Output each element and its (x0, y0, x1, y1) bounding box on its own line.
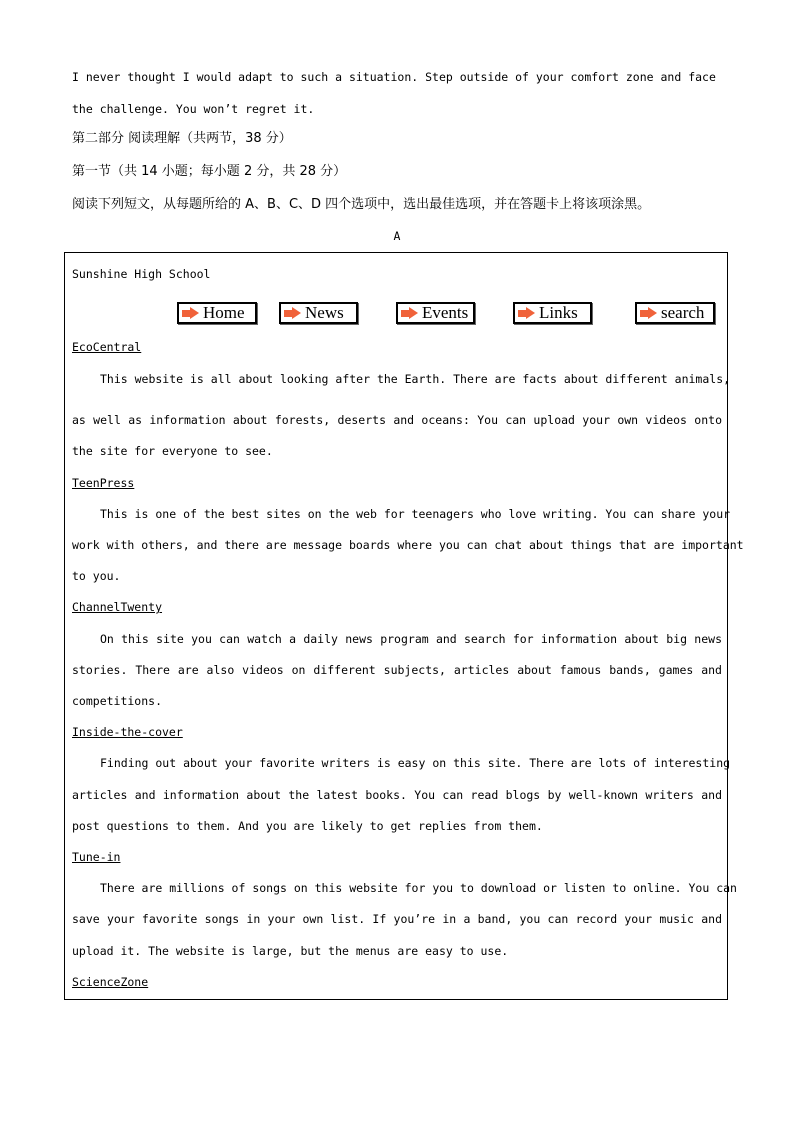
nav-links-label: Links (539, 303, 578, 322)
site-name-teenpress[interactable]: TeenPress (72, 476, 135, 490)
website-frame (64, 252, 744, 1000)
passage-label: A (393, 229, 401, 243)
desc-line: competitions. (72, 694, 163, 708)
desc-line: stories. There are also videos on different subjects, articles about famous bands, games and (72, 663, 722, 677)
nav-home-button[interactable] (177, 302, 257, 324)
subsection-header: 第一节（共 14 小题；每小题 2 分，共 28 分） (72, 164, 347, 179)
site-name-inside-the-cover[interactable]: Inside-the-cover (72, 725, 183, 739)
intro-line-1: I never thought I would adapt to such a situation. Step outside of your comfort zone and face (72, 70, 716, 84)
desc-line: save your favorite songs in your own list. If you’re in a band, you can record your music and (72, 912, 722, 926)
arrow-right-icon (182, 307, 199, 320)
desc-line: upload it. The website is large, but the menus are easy to use. (72, 944, 509, 958)
nav-events-button[interactable] (396, 302, 475, 324)
desc-line: Finding out about your favorite writers is easy on this site. There are lots of interesting (100, 756, 731, 770)
nav-events-label: Events (422, 303, 469, 322)
instructions: 阅读下列短文，从每题所给的 A、B、C、D 四个选项中，选出最佳选项，并在答题卡上将该项涂黑。 (72, 197, 651, 212)
desc-line: to you. (72, 569, 121, 583)
desc-line: On this site you can watch a daily news program and search for information about big news (100, 632, 722, 646)
section-header: 第二部分 阅读理解（共两节，38 分） (72, 131, 292, 146)
site-desc-channeltwenty (72, 632, 722, 708)
desc-line: work with others, and there are message boards where you can chat about things that are important (72, 538, 744, 552)
site-name-sciencezone[interactable]: ScienceZone (72, 975, 149, 989)
desc-line: This is one of the best sites on the web for teenagers who love writing. You can share your (100, 507, 731, 521)
desc-line: articles and information about the latest books. You can read blogs by well-known writers and (72, 788, 722, 802)
arrow-right-icon (284, 307, 301, 320)
desc-line: post questions to them. And you are likely to get replies from them. (72, 819, 543, 833)
intro-line-2: the challenge. You won’t regret it. (72, 102, 315, 116)
desc-line: There are millions of songs on this website for you to download or listen to online. You can (100, 881, 737, 895)
site-name-tune-in[interactable]: Tune-in (72, 850, 121, 864)
site-name-channeltwenty[interactable]: ChannelTwenty (72, 600, 163, 614)
site-desc-inside-the-cover (72, 756, 731, 833)
nav-links-button[interactable] (513, 302, 592, 324)
desc-line: This website is all about looking after the Earth. There are facts about different animals, (100, 372, 731, 386)
site-desc-teenpress (72, 507, 744, 583)
desc-line: the site for everyone to see. (72, 444, 273, 458)
nav-news-button[interactable] (279, 302, 358, 324)
nav-search-button[interactable] (635, 302, 715, 324)
arrow-right-icon (518, 307, 535, 320)
site-title: Sunshine High School (72, 267, 211, 281)
site-desc-tune-in (72, 881, 737, 958)
desc-line: as well as information about forests, deserts and oceans: You can upload your own videos onto (72, 413, 722, 427)
site-desc-ecocentral (72, 372, 731, 458)
nav-news-label: News (305, 303, 344, 322)
nav-search-label: search (661, 303, 705, 322)
nav-home-label: Home (203, 303, 245, 322)
arrow-right-icon (401, 307, 418, 320)
site-name-ecocentral[interactable]: EcoCentral (72, 340, 142, 354)
arrow-right-icon (640, 307, 657, 320)
